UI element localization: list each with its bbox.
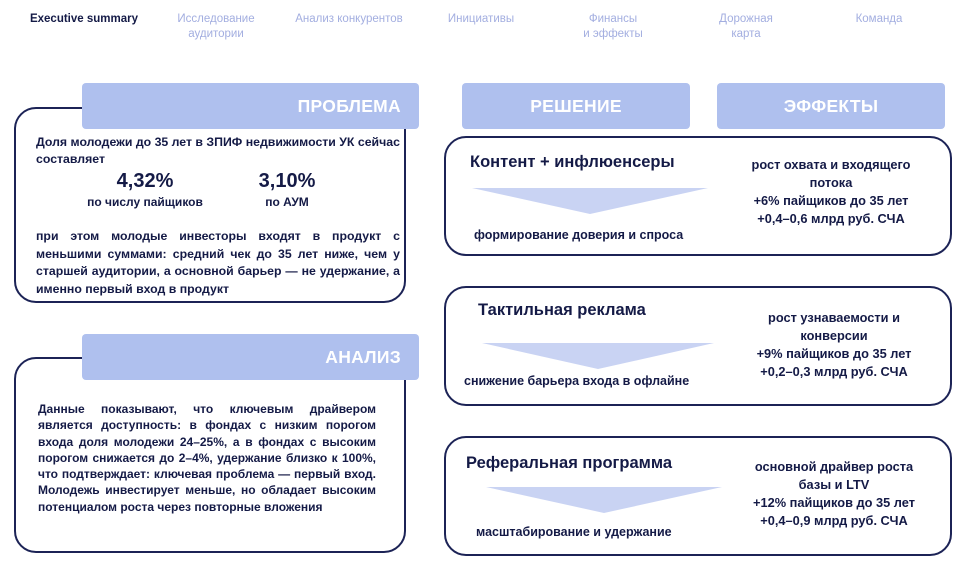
youth-share-aum-value: 3,10% <box>258 170 316 192</box>
effect-line: +9% пайщиков до 35 лет <box>756 346 912 361</box>
initiative-subtitle: формирование доверия и спроса <box>474 228 684 242</box>
initiative-title: Тактильная реклама <box>478 301 646 319</box>
nav-tab-label: Дорожная <box>719 13 773 25</box>
effects-header: ЭФФЕКТЫ <box>717 83 945 129</box>
analysis-header: АНАЛИЗ <box>82 334 419 380</box>
analysis-body-text: Данные показывают, что ключевым драйвером является доступность: в фондах с низким порогом входа доля молодежи 24–25%, а в фондах с высоким порогом снижается до 2–4%, удержание близко к 100%, что подтверждает: ключевая проблема — первый вход. Молодежь инвестирует меньше, но обладает высоким потенциалом роста через повторные вложения <box>38 402 376 514</box>
nav-tab-team[interactable] <box>846 12 912 27</box>
nav-tab-label: Инициативы <box>447 13 515 25</box>
effect-line: +0,4–0,6 млрд руб. СЧА <box>757 211 905 226</box>
initiative-effects <box>722 156 940 228</box>
initiative-subtitle: масштабирование и удержание <box>476 525 672 539</box>
chevron-down-icon <box>472 188 708 214</box>
nav-tab-executive-summary[interactable] <box>28 12 140 27</box>
nav-tab-label: Команда <box>855 13 903 25</box>
effect-line: +0,2–0,3 млрд руб. СЧА <box>760 364 908 379</box>
effect-line: базы и LTV <box>798 477 870 492</box>
problem-header: ПРОБЛЕМА <box>82 83 419 129</box>
youth-share-aum-caption: по АУМ <box>265 195 309 209</box>
initiative-title: Реферальная программа <box>466 454 673 472</box>
initiative-title: Контент + инфлюенсеры <box>470 153 675 171</box>
nav-tab-audience-research[interactable] <box>166 12 266 42</box>
nav-tab-label: Исследование <box>177 13 255 25</box>
nav-tab-label: аудитории <box>188 28 244 40</box>
nav-tab-label: Анализ конкурентов <box>295 13 403 25</box>
problem-intro-text: Доля молодежи до 35 лет в ЗПИФ недвижимости УК сейчас составляет <box>36 135 400 166</box>
nav-tab-label: и эффекты <box>583 28 643 40</box>
top-navigation <box>0 0 964 50</box>
youth-share-holders-caption: по числу пайщиков <box>87 195 203 209</box>
chevron-down-icon <box>486 487 722 513</box>
youth-share-holders-value: 4,32% <box>116 170 174 192</box>
nav-tab-competitor-analysis[interactable] <box>290 12 408 27</box>
effect-line: основной драйвер роста <box>754 459 914 474</box>
effect-line: рост охвата и входящего <box>751 157 911 172</box>
problem-body-text: при этом молодые инвесторы входят в продукт с меньшими суммами: средний чек до 35 лет ниже, чем у старшей аудитории, а основной барьер — не удержание, а именно первый вход в продукт <box>36 229 400 296</box>
chevron-down-icon <box>482 343 714 369</box>
initiative-subtitle: снижение барьера входа в офлайне <box>464 374 690 388</box>
nav-tab-roadmap[interactable] <box>706 12 786 42</box>
effect-line: +12% пайщиков до 35 лет <box>753 495 915 510</box>
nav-tab-label: карта <box>731 28 761 40</box>
effect-line: конверсии <box>800 328 868 343</box>
initiative-effects <box>732 458 936 530</box>
effect-line: +6% пайщиков до 35 лет <box>753 193 909 208</box>
initiative-effects <box>732 309 936 381</box>
effect-line: рост узнаваемости и <box>768 310 900 325</box>
nav-tab-label: Финансы <box>588 13 638 25</box>
nav-tab-label: Executive summary <box>29 13 139 25</box>
solution-header: РЕШЕНИЕ <box>462 83 690 129</box>
effect-line: потока <box>809 175 853 190</box>
nav-tab-finance-effects[interactable] <box>570 12 656 42</box>
effect-line: +0,4–0,9 млрд руб. СЧА <box>760 513 908 528</box>
nav-tab-initiatives[interactable] <box>436 12 526 27</box>
